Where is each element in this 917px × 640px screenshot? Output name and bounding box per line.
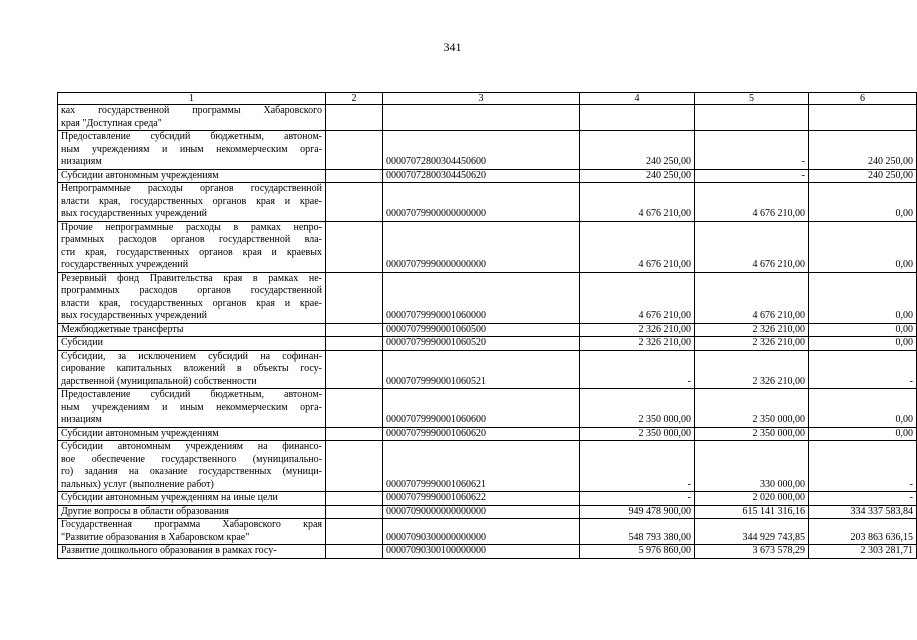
amount-column-4: 240 250,00 [580,169,695,183]
amount-column-4: 2 326 210,00 [580,323,695,337]
amount-column-6: 334 337 583,84 [809,505,917,519]
budget-code: 00007079990001060520 [383,337,580,351]
description-line: Субсидии, за исключением субсидий на софинан- [61,350,322,362]
amount-column-5: 2 350 000,00 [695,427,809,441]
amount-column-5: 3 673 578,29 [695,545,809,559]
amount-column-6: - [809,441,917,492]
table-row [58,221,917,272]
row-description [58,427,326,441]
table-row [58,350,917,389]
row-description [58,131,326,170]
table-row [58,105,917,131]
description-line: Предоставление субсидий бюджетным, автоном- [61,389,322,400]
description-line: ным учреждениям и иным некоммерческим орга- [61,143,322,155]
row-description [58,183,326,222]
budget-code: 00007079990001060600 [383,389,580,428]
column-2-cell [326,272,383,323]
row-description [58,169,326,183]
amount-column-4: 2 350 000,00 [580,389,695,428]
row-description [58,441,326,492]
column-2-cell [326,545,383,559]
amount-column-4: 2 326 210,00 [580,337,695,351]
description-line: края "Доступная среда" [61,117,162,129]
row-description [58,323,326,337]
column-2-cell [326,337,383,351]
budget-code [383,105,580,131]
description-line: Развитие дошкольного образования в рамках госу- [61,545,277,556]
description-line: Прочие непрограммные расходы в рамках непро- [61,221,322,233]
table-row [58,389,917,428]
budget-code: 00007090300100000000 [383,545,580,559]
budget-table [57,92,917,559]
description-line: низациям [61,156,102,167]
column-header-6: 6 [809,93,917,105]
amount-column-5: 615 141 316,16 [695,505,809,519]
description-line: сирование капитальных вложений в объекты госу- [61,363,322,374]
column-header-5: 5 [695,93,809,105]
budget-code: 00007079990001060521 [383,350,580,389]
table-row [58,272,917,323]
amount-column-4: 5 976 860,00 [580,545,695,559]
table-row [58,492,917,506]
description-line: программных расходов органов государственной [61,285,322,296]
description-line: Межбюджетные трансферты [61,323,184,335]
description-line: власти края, государственных органов края и крае- [61,195,322,207]
amount-column-4: 240 250,00 [580,131,695,170]
column-2-cell [326,427,383,441]
budget-code: 00007079990001060620 [383,427,580,441]
amount-column-5: 2 326 210,00 [695,323,809,337]
table-row [58,545,917,559]
row-description [58,105,326,131]
amount-column-4 [580,105,695,131]
column-2-cell [326,441,383,492]
description-line: вых государственных учреждений [61,310,208,321]
row-description [58,221,326,272]
description-line: Резервный фонд Правительства края в рамках не- [61,272,322,284]
description-line: вое обеспечение государственного (муниципально- [61,453,322,465]
amount-column-6: 240 250,00 [809,131,917,170]
amount-column-5: - [695,169,809,183]
budget-code: 00007079990001060500 [383,323,580,337]
description-line: Субсидии автономным учреждениям [61,427,219,439]
column-2-cell [326,169,383,183]
column-2-cell [326,492,383,506]
column-2-cell [326,323,383,337]
row-description [58,389,326,428]
budget-code: 00007090000000000000 [383,505,580,519]
description-line: дарственной (муниципальной) собственности [61,375,257,387]
description-line: ным учреждениям и иным некоммерческим орга- [61,401,322,413]
budget-code: 00007072800304450600 [383,131,580,170]
table-row [58,441,917,492]
row-description [58,350,326,389]
budget-code: 00007079990001060621 [383,441,580,492]
amount-column-4: 4 676 210,00 [580,183,695,222]
amount-column-5: 4 676 210,00 [695,221,809,272]
amount-column-6: 0,00 [809,272,917,323]
description-line: Другие вопросы в области образования [61,505,229,517]
table-row [58,519,917,545]
column-header-1: 1 [58,93,326,105]
amount-column-6: 0,00 [809,323,917,337]
budget-code: 00007072800304450620 [383,169,580,183]
row-description [58,492,326,506]
column-2-cell [326,105,383,131]
description-line: государственных учреждений [61,259,189,270]
amount-column-5: 2 326 210,00 [695,350,809,389]
amount-column-5: 4 676 210,00 [695,272,809,323]
description-line: вых государственных учреждений [61,208,208,219]
amount-column-4: 4 676 210,00 [580,221,695,272]
budget-code: 00007079990001060000 [383,272,580,323]
row-description [58,272,326,323]
amount-column-4: 949 478 900,00 [580,505,695,519]
amount-column-5: 344 929 743,85 [695,519,809,545]
description-line: низациям [61,414,102,425]
table-row [58,183,917,222]
budget-code: 00007079990000000000 [383,221,580,272]
description-line: пальных) услуг (выполнение работ) [61,478,214,490]
amount-column-6: 0,00 [809,427,917,441]
description-line: Субсидии автономным учреждениям на иные цели [61,492,278,503]
amount-column-6 [809,105,917,131]
description-line: Субсидии автономным учреждениям на финансо- [61,441,322,452]
table-row [58,131,917,170]
amount-column-6: 240 250,00 [809,169,917,183]
column-2-cell [326,389,383,428]
amount-column-4: - [580,441,695,492]
column-2-cell [326,505,383,519]
budget-code: 00007090300000000000 [383,519,580,545]
budget-code: 00007079990001060622 [383,492,580,506]
table-row [58,337,917,351]
amount-column-6: 0,00 [809,389,917,428]
table-row [58,323,917,337]
column-header-2: 2 [326,93,383,105]
amount-column-4: 4 676 210,00 [580,272,695,323]
description-line: "Развитие образования в Хабаровском крае" [61,531,250,543]
row-description [58,505,326,519]
amount-column-4: 2 350 000,00 [580,427,695,441]
amount-column-4: 548 793 380,00 [580,519,695,545]
column-header-4: 4 [580,93,695,105]
description-line: Субсидии [61,337,103,348]
table-row [58,505,917,519]
row-description [58,519,326,545]
amount-column-5: 330 000,00 [695,441,809,492]
amount-column-5: - [695,131,809,170]
description-line: власти края, государственных органов края и крае- [61,297,322,309]
amount-column-4: - [580,350,695,389]
description-line: Непрограммные расходы органов государственной [61,183,322,194]
description-line: ках государственной программы Хабаровского [61,105,322,116]
description-line: Государственная программа Хабаровского края [61,519,322,530]
column-number-row [58,93,917,105]
amount-column-6: - [809,492,917,506]
amount-column-6: 0,00 [809,221,917,272]
amount-column-5: 2 350 000,00 [695,389,809,428]
column-header-3: 3 [383,93,580,105]
amount-column-6: 203 863 636,15 [809,519,917,545]
amount-column-5: 2 020 000,00 [695,492,809,506]
column-2-cell [326,131,383,170]
row-description [58,337,326,351]
amount-column-5 [695,105,809,131]
page-number: 341 [443,40,462,54]
amount-column-6: 2 303 281,71 [809,545,917,559]
row-description [58,545,326,559]
description-line: граммных расходов органов государственной вла- [61,234,322,245]
column-2-cell [326,183,383,222]
amount-column-6: 0,00 [809,337,917,351]
amount-column-5: 2 326 210,00 [695,337,809,351]
budget-code: 00007079900000000000 [383,183,580,222]
description-line: Предоставление субсидий бюджетным, автоном- [61,131,322,142]
table-row [58,169,917,183]
budget-table-body [58,105,917,559]
table-row [58,427,917,441]
description-line: го) задания на оказание государственных (муници- [61,466,322,477]
amount-column-6: 0,00 [809,183,917,222]
amount-column-5: 4 676 210,00 [695,183,809,222]
column-2-cell [326,221,383,272]
amount-column-6: - [809,350,917,389]
column-2-cell [326,350,383,389]
amount-column-4: - [580,492,695,506]
description-line: сти края, государственных органов края и краевых [61,246,322,258]
column-2-cell [326,519,383,545]
description-line: Субсидии автономным учреждениям [61,169,219,181]
